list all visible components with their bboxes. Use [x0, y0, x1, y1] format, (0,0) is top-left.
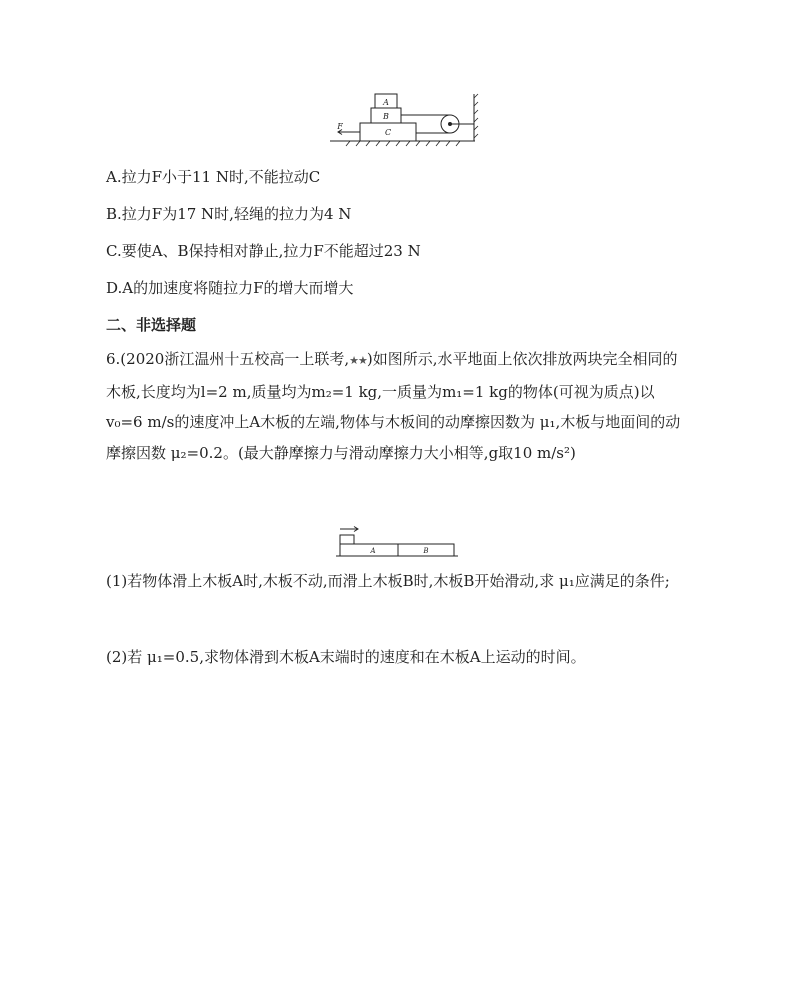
option-a: A.拉力F小于11 N时,不能拉动C [106, 168, 321, 186]
problem-text-4: 的物体(可视为质点)以 [507, 382, 655, 401]
m1-value: m₁=1 kg [442, 382, 508, 401]
length-value: l=2 m [200, 382, 247, 401]
v0-value: v₀=6 m/s [106, 413, 175, 431]
option-b: B.拉力F为17 N时,轻绳的拉力为4 N [106, 205, 352, 223]
board-a-label: A [370, 547, 376, 555]
option-c: C.要使A、B保持相对静止,拉力F不能超过23 N [106, 242, 421, 260]
two-boards-figure [336, 522, 460, 558]
question-1: (1)若物体滑上木板A时,木板不动,而滑上木板B时,木板B开始滑动,求 μ₁应满足的条件; [106, 572, 670, 590]
label-f: F [337, 122, 343, 131]
section-heading: 二、非选择题 [106, 316, 197, 334]
stacked-blocks-figure [330, 88, 490, 150]
board-b-label: B [423, 547, 429, 555]
small-object [340, 535, 354, 544]
problem-text-1: )如图所示,水平地面上依次排放两块完全相同的木板,长度均为 [106, 350, 678, 401]
problem-text-2: ,质量均为 [246, 382, 312, 401]
option-d: D.A的加速度将随拉力F的增大而增大 [106, 279, 354, 297]
difficulty-mark: ★★ [349, 354, 367, 367]
board-a [340, 544, 398, 556]
label-c: C [384, 128, 392, 137]
problem-text-3: ,一质量为 [377, 382, 443, 401]
question-2: (2)若 μ₁=0.5,求物体滑到木板A末端时的速度和在木板A上运动的时间。 [106, 648, 586, 666]
problem-6-text [106, 344, 690, 468]
ground-hatch [346, 141, 460, 146]
label-b: B [383, 112, 389, 121]
problem-source: 6.(2020浙江温州十五校高一上联考, [106, 350, 350, 368]
label-a: A [383, 98, 389, 107]
problem-text-5: 的速度冲上A木板的左端,物体与木板间的动摩擦因数为 μ₁,木板与地面间的动摩擦因数 μ₂=0.2。(最大静摩擦力与滑动摩擦力大小相等,g取10 m/s²) [106, 413, 681, 462]
m2-value: m₂=1 kg [311, 382, 378, 401]
